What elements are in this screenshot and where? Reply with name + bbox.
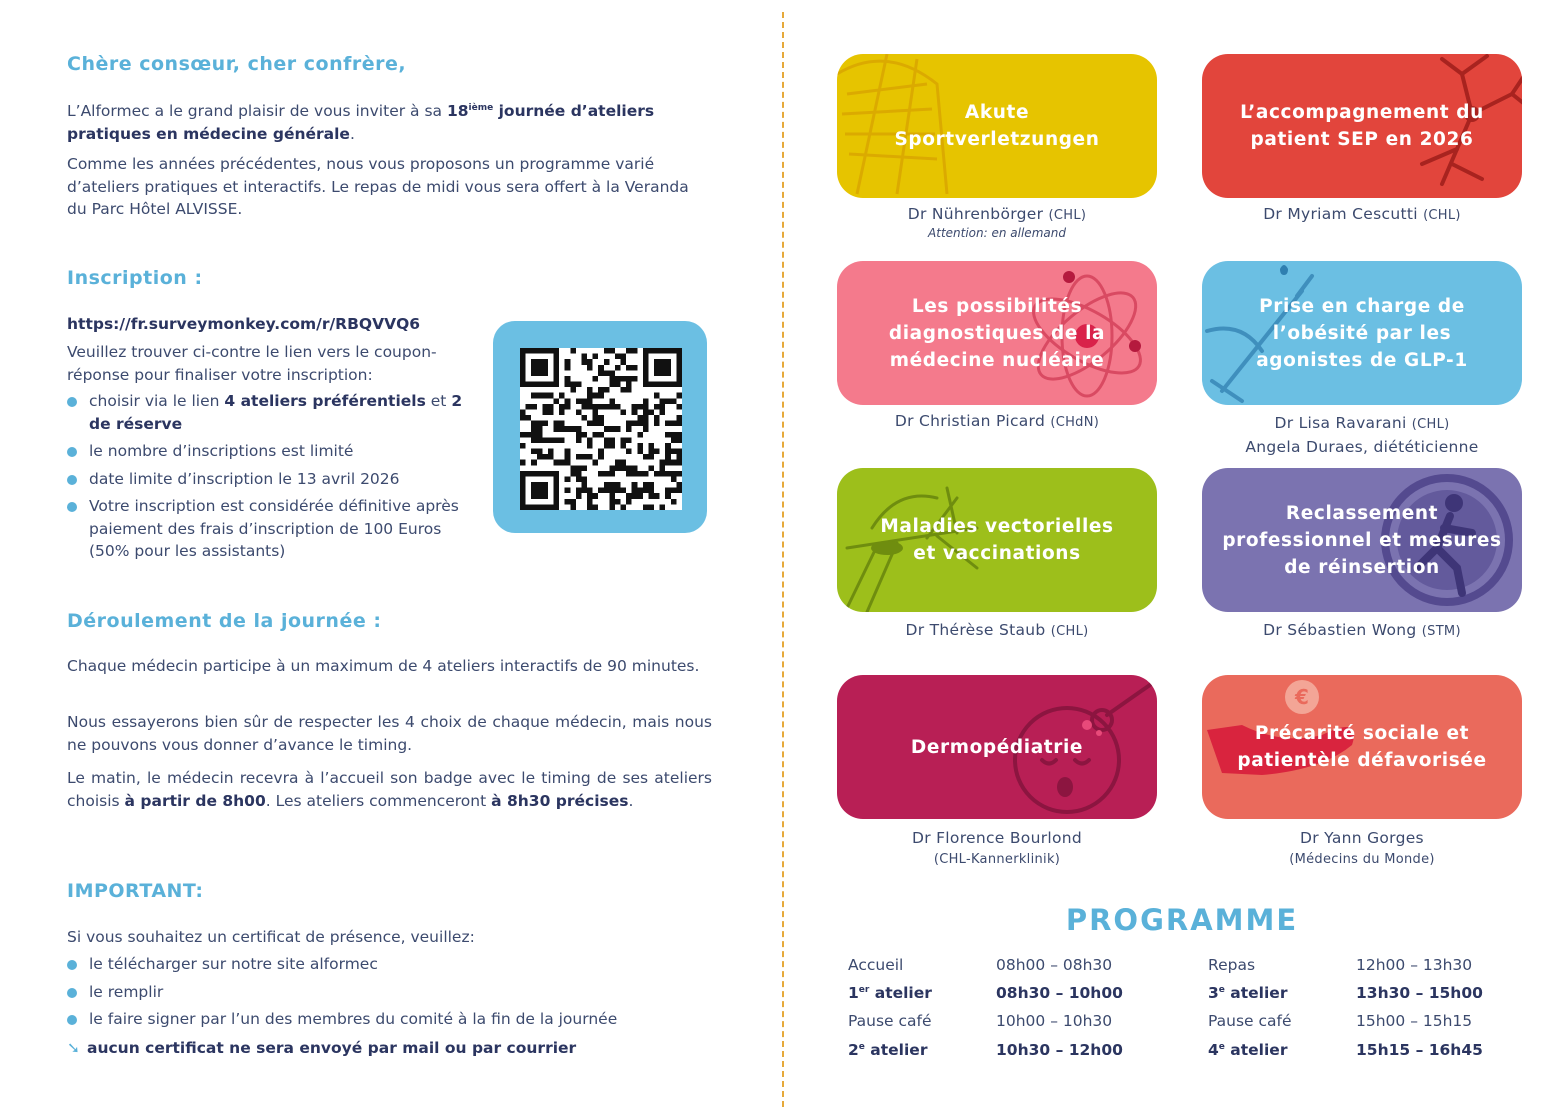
workshop-title: L’accompagnement du patient SEP en 2026: [1240, 102, 1484, 150]
programme-title: PROGRAMME: [1065, 903, 1299, 937]
workshop-title: Dermopédiatrie: [910, 736, 1084, 758]
workshop-card-6: [1202, 468, 1522, 612]
workshop-speaker-2: Dr Myriam Cescutti (CHL): [1263, 205, 1461, 223]
workshop-title: Maladies vectorielles et vaccinations: [880, 516, 1114, 564]
deroulement-p2: Nous essayerons bien sûr de respecter les 4 choix de chaque médecin, mais nous ne pouvons vous donner d’avance le timing.: [67, 713, 712, 754]
workshop-card-4: [1202, 261, 1522, 405]
workshop-speaker-8: Dr Yann Gorges (Médecins du Monde): [1289, 829, 1435, 867]
deroulement-p3: Le matin, le médecin recevra à l’accueil son badge avec le timing de ses ateliers choisis à partir de 8h00. Les ateliers commenceront à 8h30 précises.: [67, 769, 712, 810]
workshop-title: Akute Sportverletzungen: [894, 102, 1100, 150]
workshop-card-3: [837, 261, 1157, 405]
intro-paragraph-2: Comme les années précédentes, nous vous proposons un programme varié d’ateliers pratiques et interactifs. Le repas de midi vous sera offert à la Veranda du Parc Hôtel ALVISSE.: [67, 155, 689, 218]
list-item: Votre inscription est considérée définitive après paiement des frais d’inscription de 100 Euros (50% pour les assistants): [67, 495, 477, 563]
workshop-speaker-4: Dr Lisa Ravarani (CHL) Angela Duraes, diététicienne: [1245, 414, 1479, 456]
workshop-speaker-7: Dr Florence Bourlond (CHL-Kannerklinik): [911, 829, 1083, 867]
sched-time: 08h30 – 10h00: [996, 984, 1123, 1002]
inscription-list: [67, 390, 477, 568]
workshop-speaker-6: Dr Sébastien Wong (STM): [1263, 621, 1461, 639]
workshop-card-5: [837, 468, 1157, 612]
svg-text:€: €: [1295, 685, 1309, 709]
workshop-speaker-5: Dr Thérèse Staub (CHL): [905, 621, 1089, 639]
sched-time: 15h00 – 15h15: [1356, 1012, 1473, 1030]
sched-label: Accueil: [848, 956, 904, 974]
important-list: [67, 953, 727, 1036]
important-note: ➘ aucun certificat ne sera envoyé par mail ou par courrier: [67, 1039, 577, 1057]
list-item: le faire signer par l’un des membres du comité à la fin de la journée: [67, 1008, 727, 1031]
workshop-speaker-3: Dr Christian Picard (CHdN): [894, 412, 1100, 430]
sched-time: 12h00 – 13h30: [1356, 956, 1473, 974]
sched-time: 08h00 – 08h30: [996, 956, 1113, 974]
workshop-speaker-1: Dr Nührenbörger (CHL) Attention: en allemand: [907, 205, 1087, 240]
workshop-card-2: [1202, 54, 1522, 198]
sched-time: 15h15 – 16h45: [1356, 1041, 1483, 1059]
list-item: choisir via le lien 4 ateliers préférentiels et 2 de réserve: [67, 390, 477, 435]
list-item: date limite d’inscription le 13 avril 2026: [67, 468, 477, 491]
greeting: Chère consœur, cher confrère,: [67, 53, 407, 75]
important-text: Si vous souhaitez un certificat de présence, veuillez:: [67, 928, 475, 946]
fold-divider: [782, 12, 784, 1107]
workshop-card-1: [837, 54, 1157, 198]
deroulement-p1: Chaque médecin participe à un maximum de 4 ateliers interactifs de 90 minutes.: [67, 657, 700, 675]
sched-time: 10h00 – 10h30: [996, 1012, 1113, 1030]
workshop-card-7: [837, 675, 1157, 819]
workshop-title: Prise en charge de l’obésité par les agonistes de GLP-1: [1256, 295, 1468, 371]
list-item: le nombre d’inscriptions est limité: [67, 440, 477, 463]
workshop-title: Les possibilités diagnostiques de la médecine nucléaire: [888, 295, 1106, 371]
sched-label: Repas: [1208, 956, 1256, 974]
qr-code[interactable]: [520, 348, 682, 510]
sched-label: 1er atelier: [848, 984, 932, 1002]
list-item: le télécharger sur notre site alformec: [67, 953, 727, 976]
intro-paragraph: L’Alformec a le grand plaisir de vous inviter à sa 18ième journée d’ateliers pratiques en médecine générale.: [67, 102, 655, 143]
sched-label: 3e atelier: [1208, 984, 1288, 1002]
arrow-icon: ➘: [67, 1039, 80, 1057]
sched-label: 4e atelier: [1208, 1041, 1288, 1059]
sched-label: Pause café: [848, 1012, 932, 1030]
inscription-text: Veuillez trouver ci-contre le lien vers le coupon-réponse pour finaliser votre inscription:: [67, 343, 437, 384]
deroulement-heading: Déroulement de la journée :: [67, 610, 382, 632]
important-heading: IMPORTANT:: [67, 880, 204, 902]
inscription-heading: Inscription :: [67, 267, 203, 289]
list-item: le remplir: [67, 981, 727, 1004]
sched-label: 2e atelier: [848, 1041, 928, 1059]
sched-time: 10h30 – 12h00: [996, 1041, 1123, 1059]
inscription-url[interactable]: https://fr.surveymonkey.com/r/RBQVVQ6: [67, 315, 421, 333]
sched-label: Pause café: [1208, 1012, 1292, 1030]
sched-time: 13h30 – 15h00: [1356, 984, 1483, 1002]
workshop-title: Précarité sociale et patientèle défavorisée: [1237, 723, 1487, 771]
workshop-card-8: [1202, 675, 1522, 819]
workshop-title: Reclassement professionnel et mesures de réinsertion: [1222, 502, 1502, 578]
